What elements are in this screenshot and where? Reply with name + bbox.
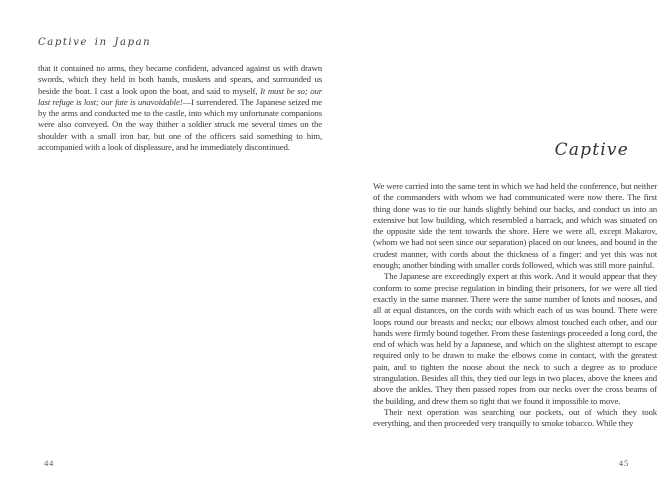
left-page	[0, 0, 333, 500]
paragraph-segment-normal: —I surrendered. The Japanese seized me by the arms and conducted me to the castle, into which my unfortunate companions were also conveyed. On the way thither a soldier struck me several times on the shoulder with a small iron bar, but one of the officers said something to him, accompanied with a look of displeasure, and he immediately discontinued.	[38, 96, 322, 153]
right-page-paragraph: Their next operation was searching our pockets, out of which they took everything, and then proceeded very tranquilly to smoke tobacco. While they	[373, 406, 657, 429]
left-page-body	[38, 63, 322, 153]
right-page-paragraph: We were carried into the same tent in which we had held the conference, but neither of the commanders with whom we had communicated were now there. The first thing done was to tie our hands slightly behind our backs, and conduct us into an extensive but low building, which resembled a barrack, and which was situated on the opposite side the tent towards the shore. Here we were all, except Makarov, (whom we had not seen since our separation) placed on our knees, and bound in the crudest manner, with cords about the thickness of a finger: and yet this was not enough; another binding with smaller cords followed, which was still more painful.	[373, 181, 657, 271]
left-page-number: 44	[44, 458, 55, 468]
right-page-number: 45	[618, 458, 629, 468]
paragraph-segment-italic: It must be so; our last refuge is lost; our fate is unavoidable!	[38, 85, 322, 107]
right-page-body	[373, 181, 657, 430]
running-header: Captive in Japan	[38, 37, 152, 48]
chapter-heading: Captive	[554, 140, 629, 160]
paragraph-segment-normal: that it contained no arms, they became confident, advanced against us with drawn swords, which they held in both hands, muskets and spears, and surrounded us beside the boat. I cast a look upon the boat, and said to myself,	[38, 63, 322, 96]
right-page-paragraph: The Japanese are exceedingly expert at this work. And it would appear that they conform to some precise regulation in binding their prisoners, for we were all tied exactly in the same manner. There were the same number of knots and nooses, and all at equal distances, on the cords with which each of us was bound. There were loops round our breasts and necks; our elbows almost touched each other, and our hands were firmly bound together. From these fastenings proceeded a long cord, the end of which was held by a Japanese, and which on the slightest attempt to escape required only to be drawn to make the elbows come in contact, with the greatest pain, and to tighten the noose about the neck to such a degree as to produce strangulation. Besides all this, they tied our legs in two places, above the knees and above the ankles. They then passed ropes from our necks over the cross beams of the building, and drew them so tight that we found it impossible to move.	[373, 271, 657, 406]
left-page-paragraph	[38, 63, 322, 153]
right-page	[333, 0, 667, 500]
